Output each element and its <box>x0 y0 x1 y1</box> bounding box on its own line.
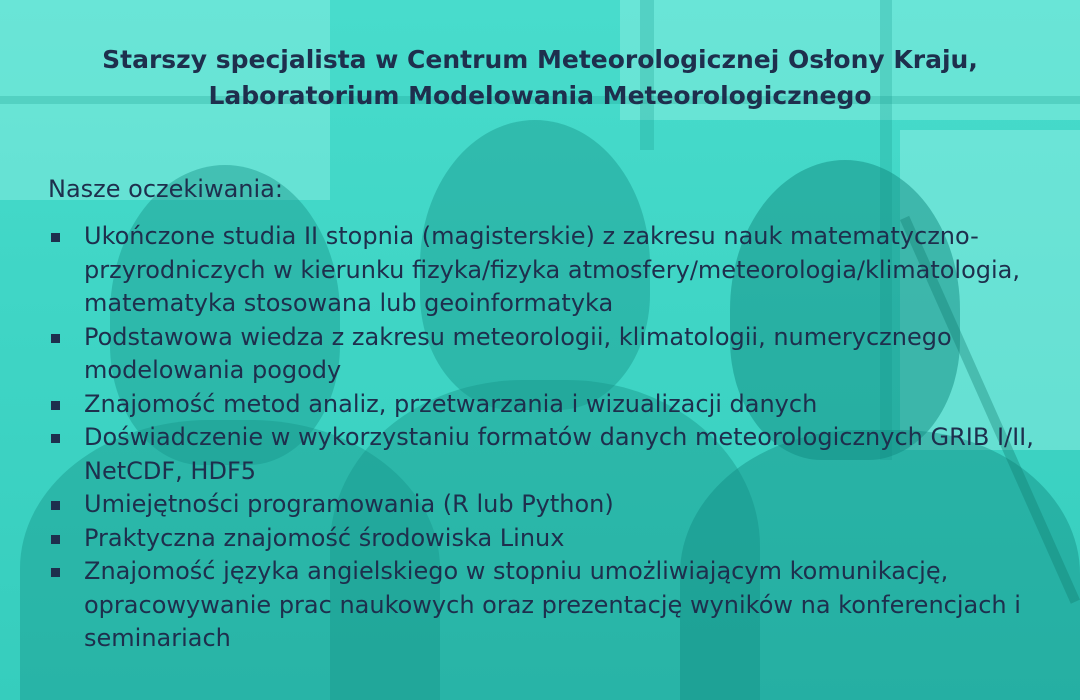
requirement-item <box>48 488 1038 522</box>
job-title-line-2: Laboratorium Modelowania Meteorologicznego <box>208 81 872 110</box>
requirement-text: Praktyczna znajomość środowiska Linux <box>84 523 565 552</box>
requirement-item <box>48 522 1038 556</box>
requirement-item <box>48 220 1038 321</box>
square-bullet-icon <box>51 334 60 343</box>
expectations-heading: Nasze oczekiwania: <box>48 175 283 203</box>
square-bullet-icon <box>51 535 60 544</box>
requirements-list <box>48 220 1038 656</box>
square-bullet-icon <box>51 401 60 410</box>
square-bullet-icon <box>51 434 60 443</box>
requirement-item <box>48 388 1038 422</box>
square-bullet-icon <box>51 233 60 242</box>
requirement-text: Znajomość języka angielskiego w stopniu umożliwiającym komunikację, opracowywanie prac naukowych oraz prezentację wyników na konferencjach i seminariach <box>84 557 1021 652</box>
job-title <box>40 42 1040 114</box>
job-title-line-1: Starszy specjalista w Centrum Meteorologicznej Osłony Kraju, <box>102 45 978 74</box>
square-bullet-icon <box>51 501 60 510</box>
requirement-text: Podstawowa wiedza z zakresu meteorologii, klimatologii, numerycznego modelowania pogody <box>84 322 952 384</box>
requirement-text: Znajomość metod analiz, przetwarzania i wizualizacji danych <box>84 389 818 418</box>
square-bullet-icon <box>51 568 60 577</box>
requirement-text: Ukończone studia II stopnia (magisterskie) z zakresu nauk matematyczno-przyrodniczych w kierunku fizyka/fizyka atmosfery/meteorologia/klimatologia, matematyka stosowana lub geoinformatyka <box>84 222 1020 317</box>
requirement-text: Umiejętności programowania (R lub Python) <box>84 490 614 518</box>
requirement-text: Doświadczenie w wykorzystaniu formatów danych meteorologicznych GRIB I/II, NetCDF, HDF5 <box>84 423 1034 485</box>
requirement-item <box>48 321 1038 388</box>
requirement-item <box>48 421 1038 488</box>
requirement-item <box>48 555 1038 656</box>
